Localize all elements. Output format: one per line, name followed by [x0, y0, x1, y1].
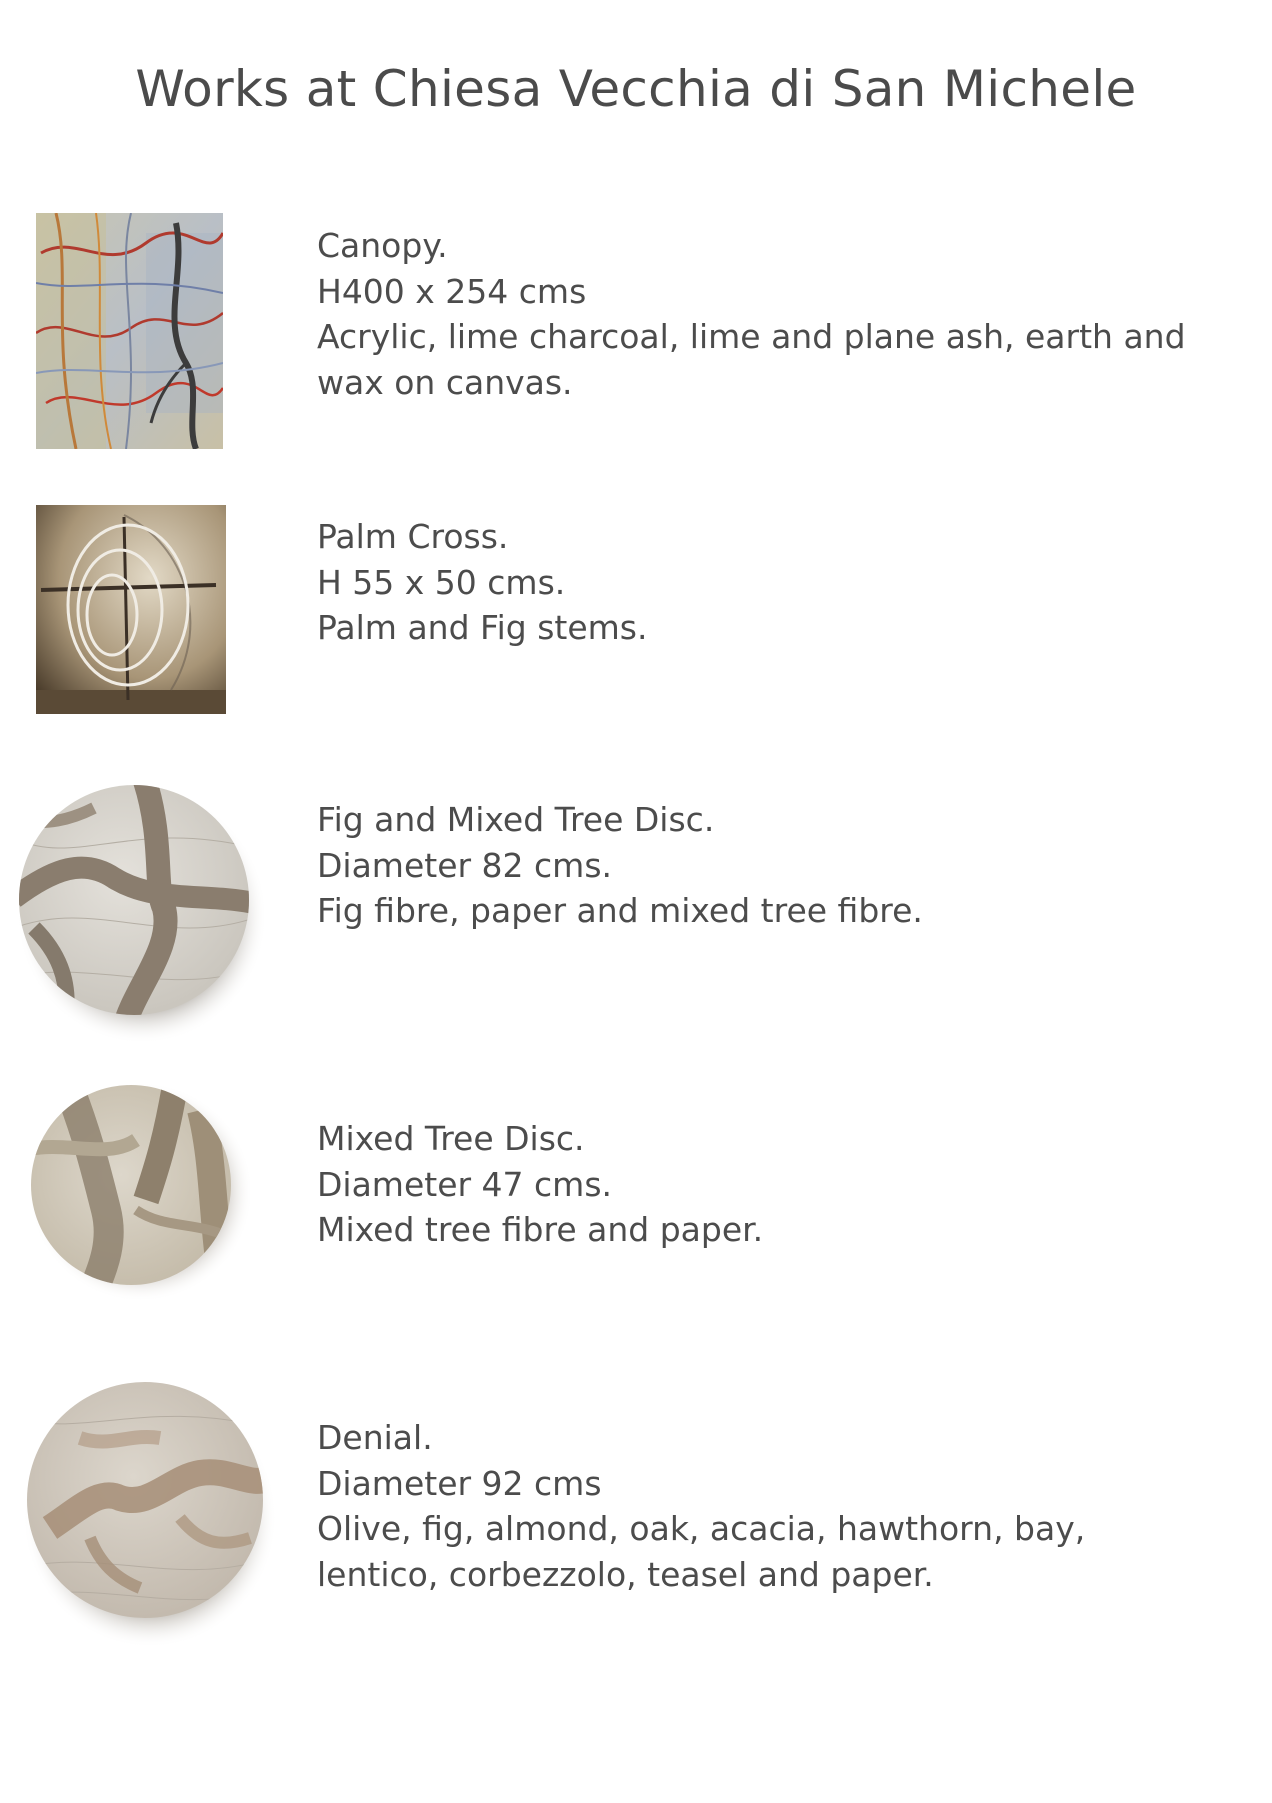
- page-title: Works at Chiesa Vecchia di San Michele: [135, 60, 1137, 118]
- canopy-painting-image: [36, 213, 223, 449]
- work-materials: Acrylic, lime charcoal, lime and plane ash, earth and: [317, 317, 1186, 356]
- canopy-description: [317, 223, 1217, 405]
- work-dimensions: H400 x 254 cms: [317, 271, 587, 311]
- work-materials: Fig fibre, paper and mixed tree fibre.: [317, 891, 923, 930]
- work-title: Mixed Tree Disc.: [317, 1119, 585, 1158]
- mixed-tree-disc-image: [26, 1080, 256, 1305]
- work-title: Denial.: [317, 1418, 433, 1457]
- work-dimensions: Diameter 82 cms.: [317, 845, 613, 885]
- work-title: Fig and Mixed Tree Disc.: [317, 800, 715, 839]
- palm-cross-image: [36, 505, 226, 714]
- work-dimensions: H 55 x 50 cms.: [317, 562, 566, 602]
- work-dimensions: Diameter 47 cms.: [317, 1164, 613, 1204]
- mixed-tree-disc-description: [317, 1116, 1217, 1253]
- work-materials: Olive, fig, almond, oak, acacia, hawthorn, bay,: [317, 1509, 1086, 1548]
- work-title: Palm Cross.: [317, 517, 509, 556]
- work-materials: Palm and Fig stems.: [317, 608, 648, 647]
- denial-disc-image: [20, 1378, 278, 1653]
- work-materials: Mixed tree fibre and paper.: [317, 1210, 764, 1249]
- fig-disc-image: [14, 778, 264, 1048]
- fig-disc-description: [317, 797, 1217, 934]
- denial-description: [317, 1415, 1217, 1597]
- work-title: Canopy.: [317, 226, 448, 265]
- work-materials-continued: lentico, corbezzolo, teasel and paper.: [317, 1554, 934, 1594]
- work-materials-continued: wax on canvas.: [317, 362, 573, 402]
- palm-cross-description: [317, 514, 1217, 651]
- work-dimensions: Diameter 92 cms: [317, 1463, 602, 1503]
